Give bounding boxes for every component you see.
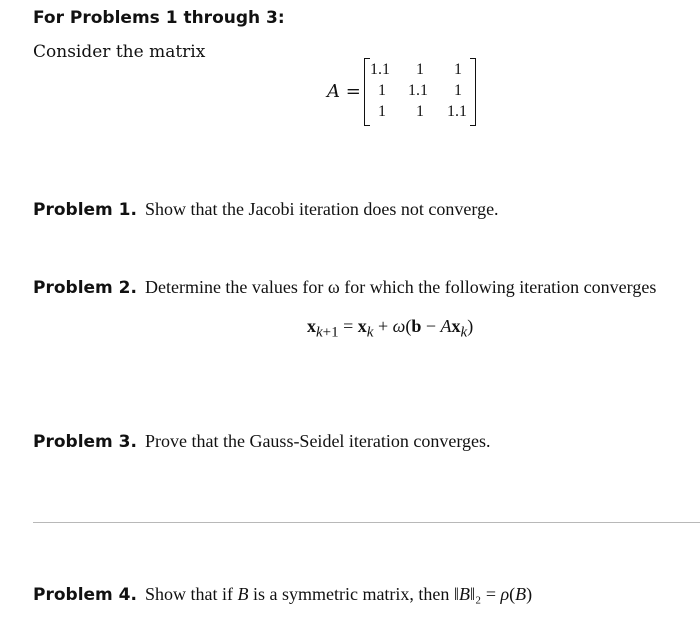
matrix-cell: 1 xyxy=(416,61,424,78)
problem-text: Show that the Jacobi iteration does not converge. xyxy=(144,199,499,219)
matrix-cell: 1.1 xyxy=(408,82,428,99)
section-heading: For Problems 1 through 3: xyxy=(33,8,285,28)
section-divider xyxy=(33,522,700,523)
problem-label: Problem 2. xyxy=(33,278,137,298)
matrix-cell: 1 xyxy=(454,61,462,78)
matrix-cell: 1.1 xyxy=(370,61,390,78)
matrix-cell: 1.1 xyxy=(447,103,467,120)
matrix-right-bracket xyxy=(470,58,476,126)
intro-text: Consider the matrix xyxy=(33,42,206,62)
problem-text: Show that if B is a symmetric matrix, then ‖B‖₂ = ρ(B) xyxy=(144,584,533,604)
problem-3 xyxy=(33,431,491,452)
problem-label: Problem 1. xyxy=(33,200,137,220)
matrix-a xyxy=(364,58,476,126)
matrix-lhs: A = xyxy=(327,81,361,102)
matrix-cell: 1 xyxy=(416,103,424,120)
problem-text: Prove that the Gauss-Seidel iteration converges. xyxy=(144,431,491,451)
problem-4 xyxy=(33,584,532,605)
matrix-cell: 1 xyxy=(378,82,386,99)
problem-text: Determine the values for ω for which the following iteration converges xyxy=(144,277,657,297)
matrix-cell: 1 xyxy=(454,82,462,99)
matrix-cell: 1 xyxy=(378,103,386,120)
problem-1 xyxy=(33,199,499,220)
problem-2 xyxy=(33,277,656,298)
iteration-equation: $x_{k+1} = x_k + \omega(b - Ax_k)$ xyxy=(307,316,474,341)
problem-label: Problem 4. xyxy=(33,585,137,605)
problem-label: Problem 3. xyxy=(33,432,137,452)
